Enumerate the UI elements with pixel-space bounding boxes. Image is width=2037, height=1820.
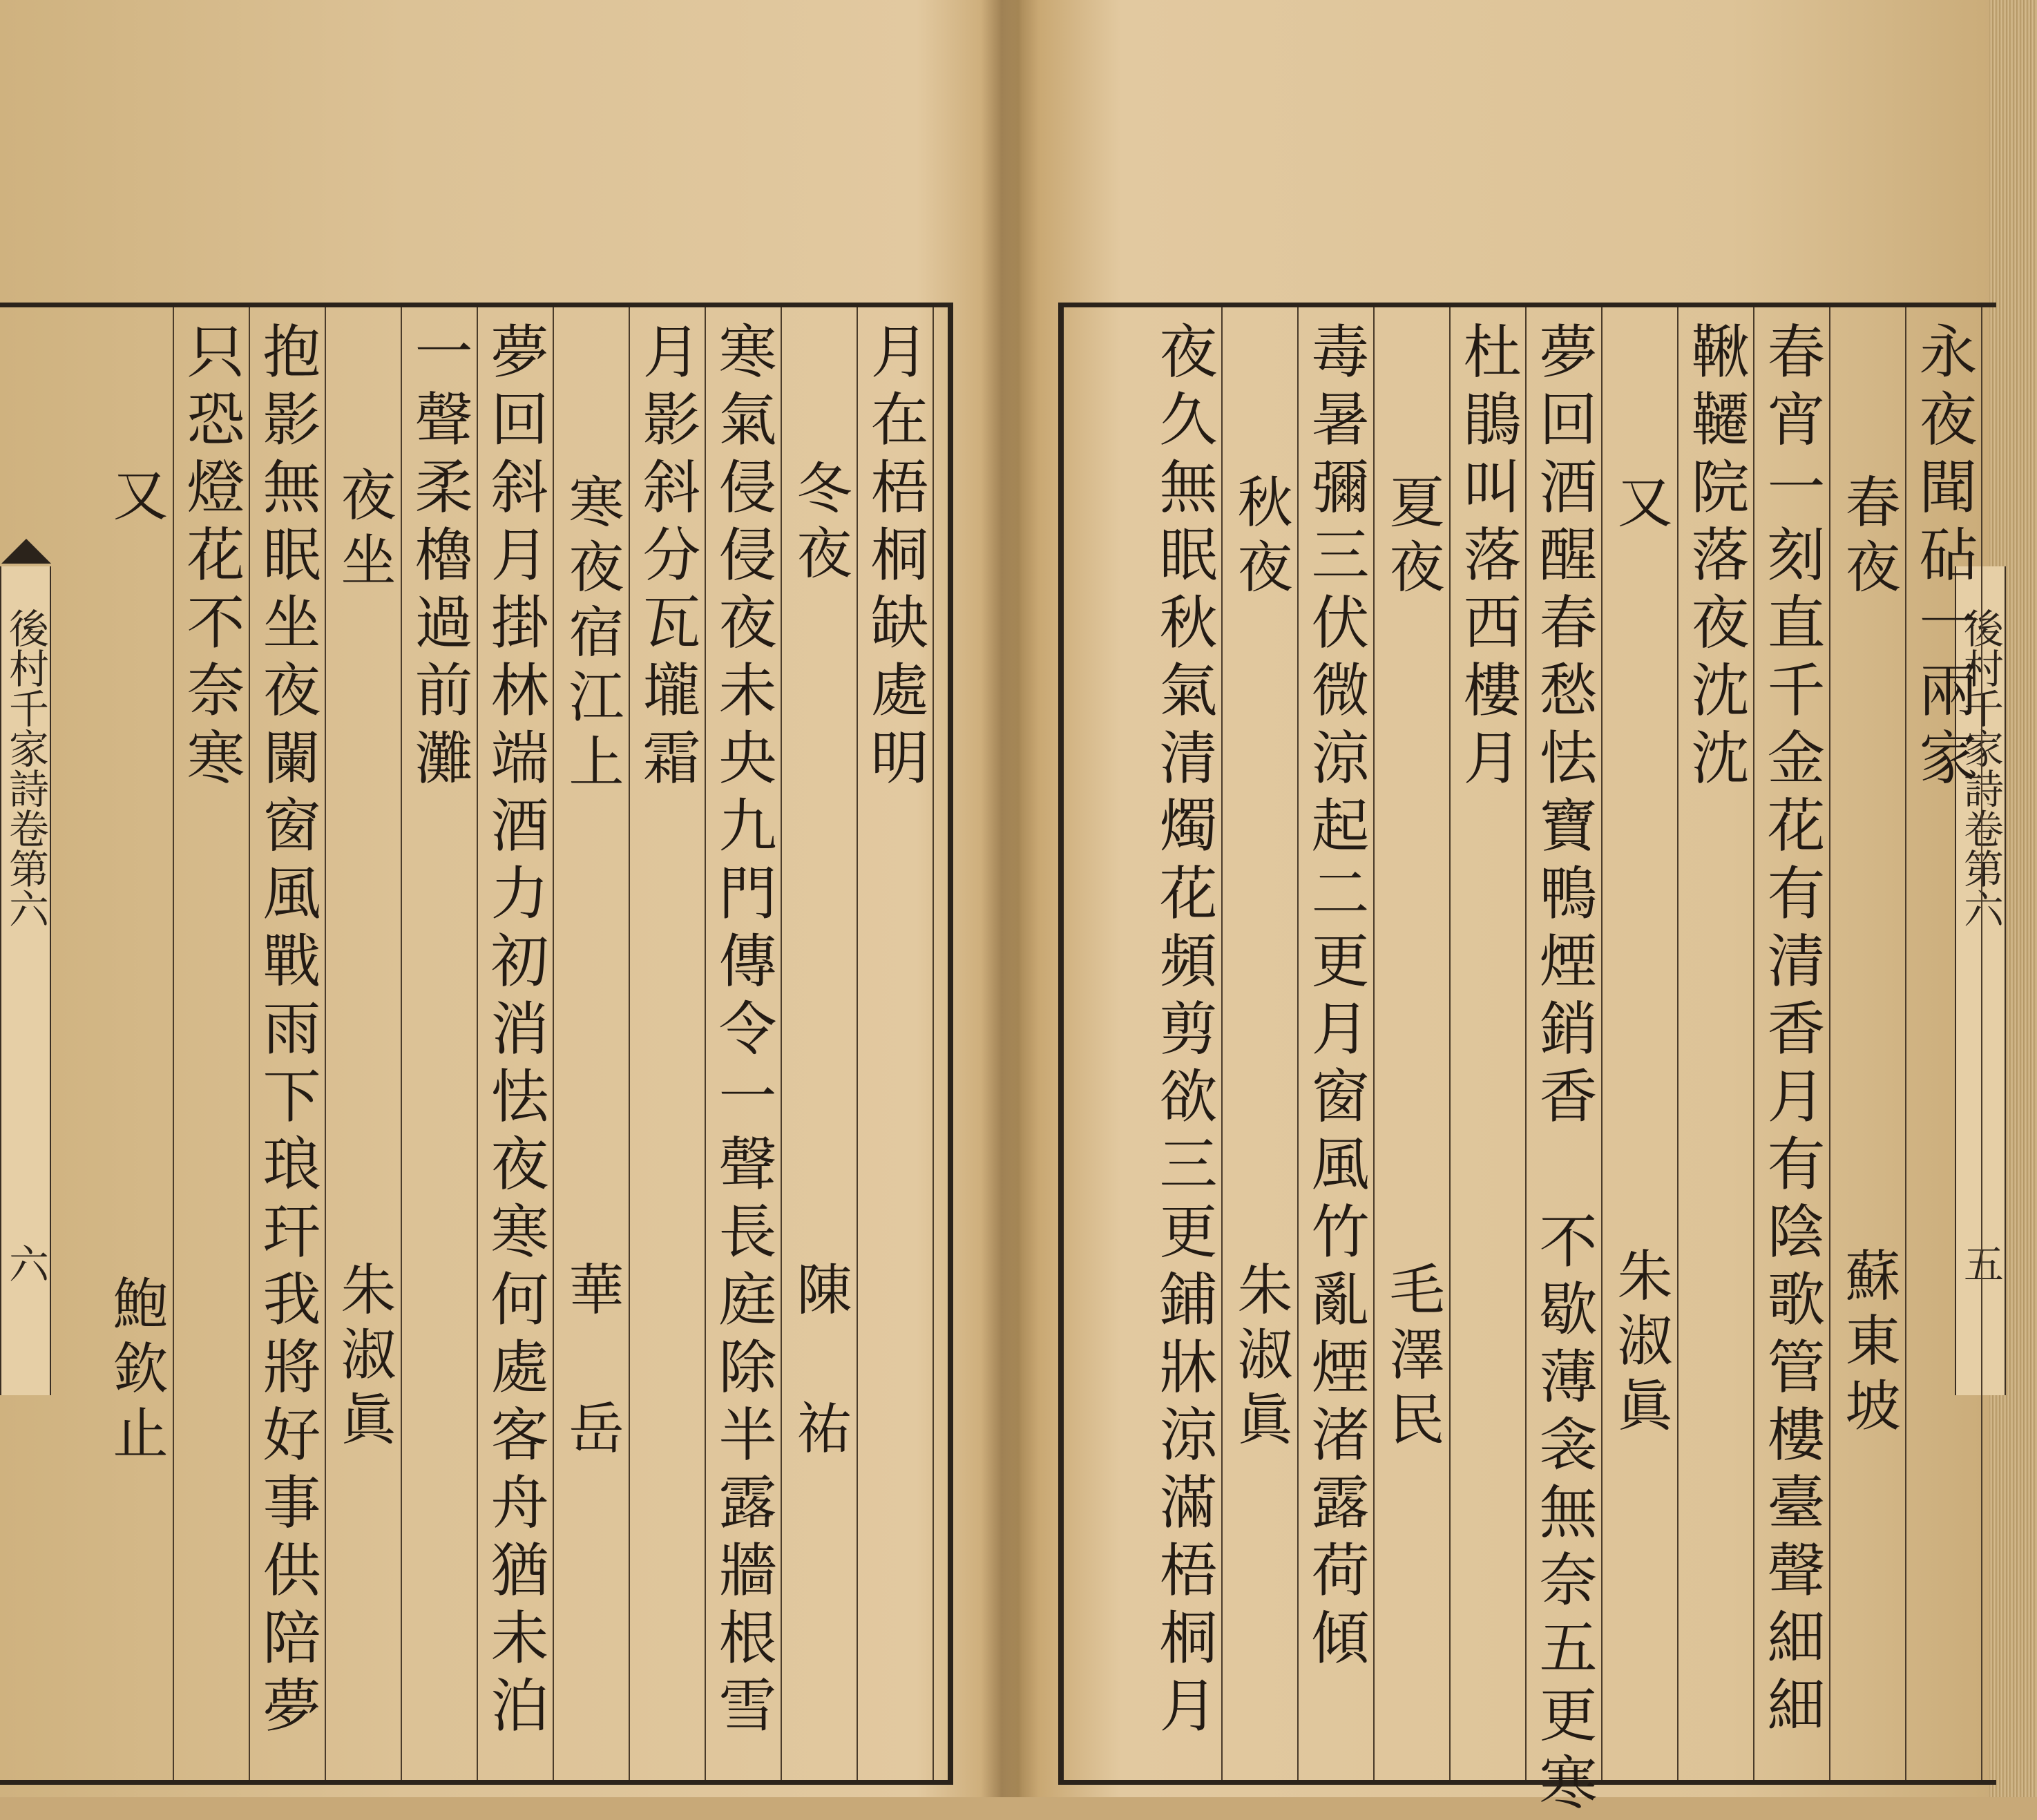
right-col-6 [1527,307,1603,1820]
poem-line: 寒氣侵侵夜未央九門傳令一聲長庭除半露牆根雪 [709,321,777,1743]
poem-author: 毛澤民 [1380,1261,1444,1455]
poem-author: 朱淑眞 [1608,1247,1672,1441]
left-col-7 [402,307,478,1780]
poem-line: 鞦韆院落夜沈沈 [1682,321,1750,795]
poem-author: 朱淑眞 [1228,1261,1292,1455]
left-col-9 [250,307,326,1780]
left-col-1 [858,307,934,1780]
poem-line: 夢回斜月掛林端酒力初消怯夜寒何處客舟猶未泊 [481,321,549,1743]
left-col-8 [326,307,402,1780]
poem-author: 鮑欽止 [104,1274,168,1469]
right-col-7 [1451,307,1527,1780]
left-col-4 [630,307,706,1780]
poem-author: 華 岳 [560,1261,624,1464]
poem-line: 永夜聞砧一兩家 [1910,321,1978,795]
poem-title: 冬夜 [787,459,852,589]
book-gutter [981,0,1022,1797]
right-col-10 [1223,307,1299,1780]
poem-title: 寒夜宿江上 [560,473,624,798]
right-margin-page-number: 五 [1957,1243,2004,1283]
right-col-1 [1906,307,1982,1780]
poem-title: 夏夜 [1380,473,1444,603]
poem-author: 朱淑眞 [332,1261,396,1455]
poem-line: 月在梧桐缺處明 [861,321,929,795]
left-margin-page-number: 六 [2,1243,49,1283]
left-col-6 [478,307,554,1780]
right-col-11 [1147,307,1223,1780]
poem-line: 毒暑彌三伏微涼起二更月窗風竹亂煙渚露荷傾 [1302,321,1370,1675]
poem-line: 抱影無眠坐夜闌窗風戰雨下琅玕我將好事供陪夢 [254,321,321,1743]
left-col-5 [554,307,630,1780]
right-col-9 [1299,307,1375,1780]
poem-author: 蘇東坡 [1836,1247,1900,1441]
poem-line: 夜久無眠秋氣清燭花頻剪欲三更鋪牀涼滿梧桐月 [1150,321,1218,1743]
poem-line: 月影斜分瓦壠霜 [633,321,701,795]
right-col-8 [1375,307,1451,1780]
right-col-3 [1754,307,1830,1780]
right-col-2 [1830,307,1906,1780]
right-page-frame [1058,303,1996,1820]
poem-line: 夢回酒醒春愁怯寶鴨煙銷香 不歇薄衾無奈五更寒 [1530,321,1598,1820]
left-margin-title: 後村千家詩卷第六 [2,608,49,928]
poem-line: 春宵一刻直千金花有清香月有陰歌管樓臺聲細細 [1758,321,1826,1743]
right-col-5 [1603,307,1679,1780]
poem-title: 又 [1608,473,1672,538]
poem-title: 夜坐 [332,466,396,596]
left-page-frame [0,303,953,1785]
left-col-10 [174,307,250,1780]
left-col-2 [782,307,858,1780]
poem-title: 秋夜 [1228,473,1292,603]
poem-line: 杜鵑叫落西樓月 [1454,321,1522,795]
right-col-4 [1679,307,1754,1780]
poem-title: 春夜 [1836,473,1900,603]
poem-title: 又 [104,466,168,531]
right-margin-title: 後村千家詩卷第六 [1957,608,2004,928]
poem-author: 陳 祐 [787,1261,852,1464]
left-col-3 [706,307,782,1780]
poem-line: 只恐燈花不奈寒 [178,321,245,795]
left-col-11 [98,307,174,1780]
poem-line: 一聲柔櫓過前灘 [405,321,473,795]
